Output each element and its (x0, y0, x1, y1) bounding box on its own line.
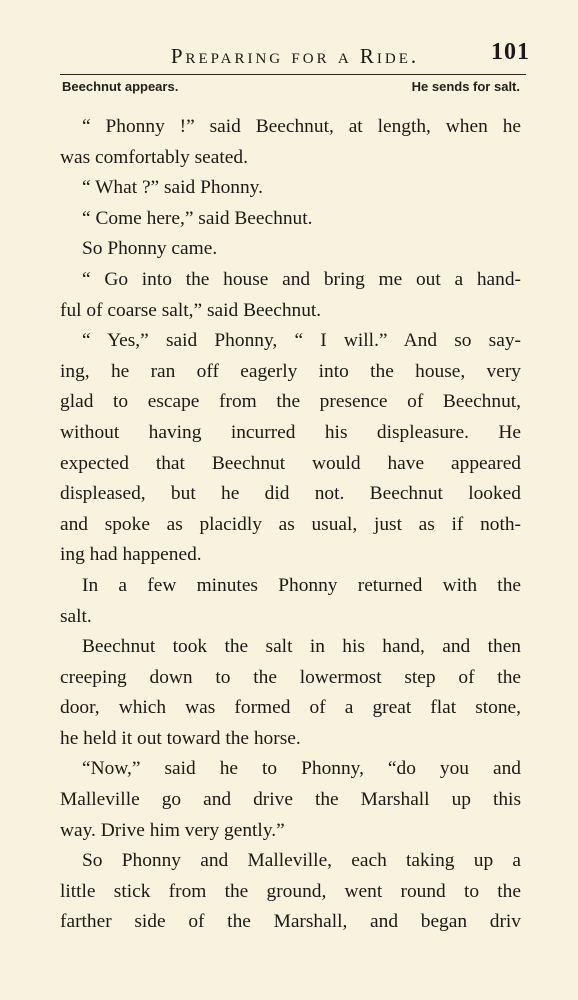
text-line: and spoke as placidly as usual, just as if noth- (60, 513, 521, 535)
text-line: little stick from the ground, went round to the (60, 880, 521, 902)
text-line: he held it out toward the horse. (60, 727, 301, 749)
text-line: Malleville go and drive the Marshall up this (60, 789, 521, 811)
text-line: “ Yes,” said Phonny, “ I will.” And so say- (82, 330, 521, 352)
running-head (60, 36, 530, 76)
text-line: way. Drive him very gently.” (60, 819, 285, 841)
text-line: expected that Beechnut would have appeared (60, 452, 521, 474)
text-line: ful of coarse salt,” said Beechnut. (60, 299, 322, 321)
body-text (60, 112, 521, 938)
left-marginal-note: Beechnut appears. (62, 79, 179, 94)
right-marginal-note: He sends for salt. (411, 79, 520, 94)
marginal-notes (62, 79, 520, 94)
text-line: glad to escape from the presence of Beechnut, (60, 391, 521, 413)
text-line: ing had happened. (60, 544, 202, 566)
text-line: Beechnut took the salt in his hand, and then (82, 636, 521, 658)
text-line: “ What ?” said Phonny. (82, 177, 263, 199)
text-line: So Phonny came. (82, 238, 218, 260)
text-line: without having incurred his displeasure. He (60, 421, 521, 443)
text-line: “ Phonny !” said Beechnut, at length, when he (82, 116, 521, 137)
text-line: salt. (60, 605, 92, 627)
page-number: 101 (491, 39, 530, 65)
text-line: farther side of the Marshall, and began driv (60, 911, 521, 933)
text-line: “ Come here,” said Beechnut. (82, 207, 313, 229)
text-line: creeping down to the lowermost step of the (60, 666, 521, 688)
text-line: displeased, but he did not. Beechnut looked (60, 483, 521, 505)
text-line: “ Go into the house and bring me out a hand- (82, 268, 521, 290)
header-rule (60, 74, 526, 75)
text-line: ing, he ran off eagerly into the house, very (60, 360, 521, 382)
text-line: “Now,” said he to Phonny, “do you and (82, 758, 521, 780)
text-line: door, which was formed of a great flat stone, (60, 697, 521, 719)
text-line: In a few minutes Phonny returned with the (82, 574, 521, 596)
text-line: was comfortably seated. (60, 146, 248, 168)
page-title: Preparing for a Ride. (170, 43, 420, 68)
text-line: So Phonny and Malleville, each taking up a (82, 850, 521, 872)
